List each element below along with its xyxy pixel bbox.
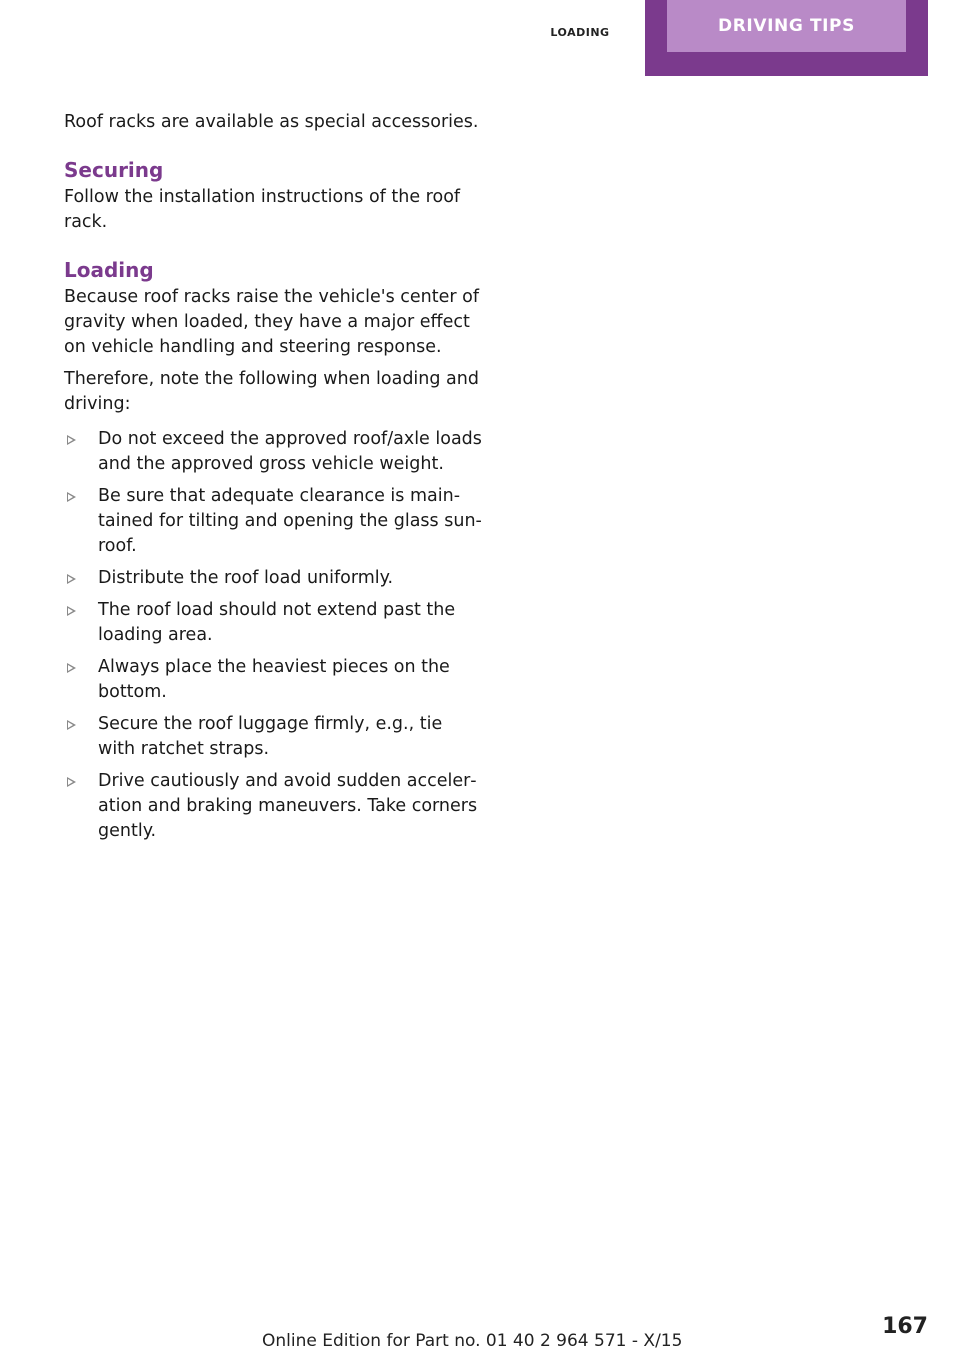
list-item-text: The roof load should not extend past the loading area. [98, 600, 456, 645]
triangle-bullet-icon [67, 720, 76, 730]
list-item-text: Drive cautiously and avoid sudden acceleration and braking maneuvers. Take corners gently. [98, 771, 478, 841]
securing-heading: Securing [64, 158, 164, 182]
list-item [64, 769, 484, 844]
list-item [64, 566, 484, 591]
list-item-text: Secure the roof luggage firmly, e.g., tie with ratchet straps. [98, 714, 443, 759]
page-content [64, 110, 484, 851]
securing-paragraph: Follow the installation instructions of the roof rack. [64, 187, 461, 232]
list-item-text: Always place the heaviest pieces on the bottom. [98, 657, 450, 702]
loading-heading: Loading [64, 258, 154, 282]
loading-paragraph: Because roof racks raise the vehicle's center of gravity when loaded, they have a major effect on vehicle handling and steering response. [64, 287, 480, 357]
triangle-bullet-icon [67, 574, 76, 584]
triangle-bullet-icon [67, 606, 76, 616]
list-item-text: Be sure that adequate clearance is maintained for tilting and opening the glass sunroof. [98, 486, 482, 556]
list-item [64, 598, 484, 648]
list-item-text: Do not exceed the approved roof/axle loads and the approved gross vehicle weight. [98, 429, 482, 474]
list-item [64, 655, 484, 705]
list-item-text: Distribute the roof load uniformly. [98, 568, 394, 588]
list-item [64, 484, 484, 559]
chapter-tab [645, 0, 928, 76]
triangle-bullet-icon [67, 663, 76, 673]
list-item [64, 712, 484, 762]
loading-note-paragraph: Therefore, note the following when loading and driving: [64, 369, 479, 414]
chapter-title: DRIVING TIPS [718, 16, 855, 36]
page-number: 167 [882, 1314, 928, 1339]
edition-footer: Online Edition for Part no. 01 40 2 964 571 - X/15 [262, 1331, 683, 1351]
triangle-bullet-icon [67, 435, 76, 445]
triangle-bullet-icon [67, 492, 76, 502]
intro-paragraph: Roof racks are available as special accessories. [64, 112, 479, 132]
section-title: loading [550, 22, 610, 40]
list-item [64, 427, 484, 477]
loading-list [64, 427, 484, 844]
triangle-bullet-icon [67, 777, 76, 787]
